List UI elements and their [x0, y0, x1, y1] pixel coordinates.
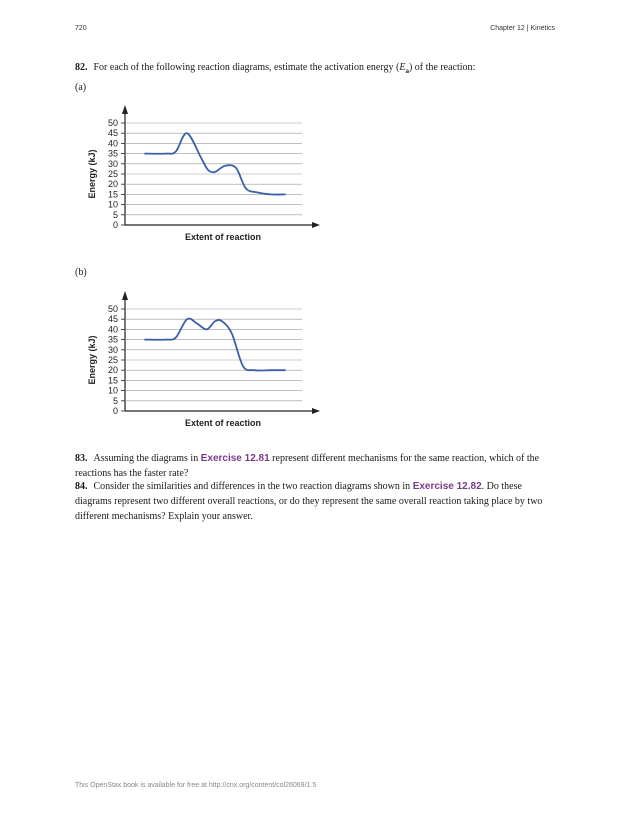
y-tick-label: 40	[107, 138, 118, 149]
y-tick-label: 35	[107, 148, 118, 159]
question-number: 84.	[75, 481, 88, 492]
chapter-header: Chapter 12 | Kinetics	[490, 25, 555, 32]
x-axis-label: Extent of reaction	[184, 418, 262, 428]
part-b-label: (b)	[75, 267, 87, 278]
question-text: For each of the following reaction diagrams, estimate the activation energy (	[93, 62, 400, 73]
energy-variable: E	[399, 62, 406, 73]
y-tick-label: 20	[107, 365, 118, 376]
question-84	[75, 479, 555, 524]
y-tick-label: 45	[107, 128, 118, 139]
y-tick-label: 10	[107, 385, 118, 396]
exercise-link[interactable]: Exercise 12.82	[412, 481, 482, 492]
question-text: Assuming the diagrams in	[93, 453, 199, 464]
reaction-diagram-a	[85, 98, 345, 248]
x-axis-label: Extent of reaction	[184, 232, 262, 242]
question-83	[75, 451, 555, 481]
y-tick-label: 30	[107, 344, 118, 355]
x-axis-arrowhead	[312, 222, 320, 228]
y-tick-label: 30	[107, 158, 118, 169]
y-tick-label: 50	[107, 304, 118, 314]
y-tick-label: 15	[107, 375, 118, 386]
y-axis-arrowhead	[122, 105, 128, 114]
energy-subscript: a	[405, 67, 409, 75]
question-text-end: . Do these diagrams represent two different overall reactions, or do they represent the same overall reaction taking place by two different mechanisms? Explain your answer.	[75, 481, 543, 522]
y-axis-arrowhead	[122, 291, 128, 300]
y-tick-label: 45	[107, 314, 118, 325]
y-tick-label: 5	[112, 209, 118, 220]
energy-curve	[145, 319, 285, 371]
y-axis-label: Energy (kJ)	[87, 335, 97, 385]
chart-b	[85, 284, 345, 439]
question-text-end: ) of the reaction:	[408, 62, 476, 73]
y-tick-label: 5	[112, 395, 118, 406]
y-tick-label: 15	[107, 189, 118, 200]
chart-a	[85, 98, 345, 253]
y-tick-label: 0	[112, 220, 118, 230]
x-axis-arrowhead	[312, 408, 320, 414]
question-text-end: represent different mechanisms for the same reaction, which of the reactions has the faster rate?	[75, 453, 540, 479]
y-tick-label: 20	[107, 179, 118, 190]
y-tick-label: 25	[107, 169, 118, 179]
y-tick-label: 25	[107, 355, 118, 365]
question-text: Consider the similarities and differences in the two reaction diagrams shown in	[93, 481, 411, 492]
page-number: 720	[75, 25, 87, 32]
reaction-diagram-b	[85, 284, 345, 434]
part-a-label: (a)	[75, 82, 87, 93]
question-82	[75, 60, 555, 79]
y-tick-label: 40	[107, 324, 118, 335]
exercise-link[interactable]: Exercise 12.81	[200, 453, 270, 464]
y-tick-label: 10	[107, 199, 118, 210]
y-axis-label: Energy (kJ)	[87, 149, 97, 199]
y-tick-label: 0	[112, 406, 118, 416]
y-tick-label: 35	[107, 334, 118, 345]
y-tick-label: 50	[107, 118, 118, 128]
question-number: 82.	[75, 62, 88, 73]
question-number: 83.	[75, 453, 88, 464]
footer-note: This OpenStax book is available for free at http://cnx.org/content/col26069/1.5	[75, 782, 317, 789]
